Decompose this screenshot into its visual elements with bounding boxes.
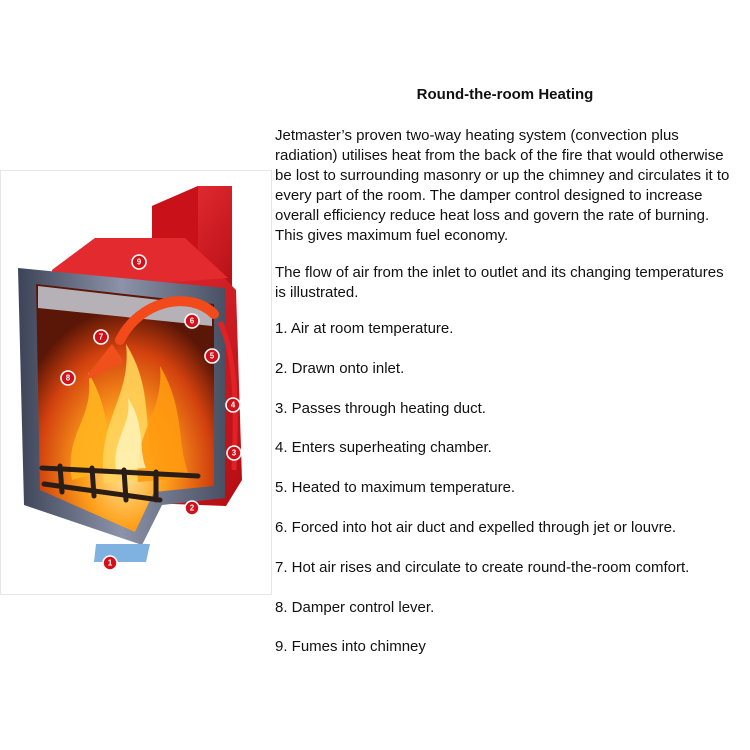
marker-3 xyxy=(227,446,241,460)
air-flow-paragraph: The flow of air from the inlet to outlet and its changing temperatures is illustrated. xyxy=(275,264,724,301)
svg-text:7: 7 xyxy=(98,332,104,342)
air-inlet-duct xyxy=(94,544,150,562)
list-item: 4. Enters superheating chamber. xyxy=(275,439,492,457)
svg-text:3: 3 xyxy=(231,448,237,458)
heating-steps-list xyxy=(275,320,745,678)
list-item: 3. Passes through heating duct. xyxy=(275,399,486,417)
svg-text:1: 1 xyxy=(107,558,113,568)
section-heading: Round-the-room Heating xyxy=(416,86,594,103)
marker-5 xyxy=(205,349,219,363)
svg-text:6: 6 xyxy=(189,316,195,326)
list-item: 2. Drawn onto inlet. xyxy=(275,359,405,377)
list-item: 7. Hot air rises and circulate to create round-the-room comfort. xyxy=(275,558,690,576)
list-item: 1. Air at room temperature. xyxy=(275,320,454,337)
svg-text:9: 9 xyxy=(136,257,142,267)
svg-text:5: 5 xyxy=(209,351,215,361)
list-item: 9. Fumes into chimney xyxy=(275,638,426,656)
marker-1 xyxy=(103,556,117,570)
intro-paragraph: Jetmaster’s proven two-way heating system (convection plus radiation) utilises heat from the back of the fire that would otherwise be lost to surrounding masonry or up the chimney and circulates it to every part of the room. The damper control designed to increase overall efficiency reduce heat loss and govern the rate of burning. This gives maximum fuel economy. xyxy=(275,127,730,244)
marker-4 xyxy=(226,398,240,412)
marker-7 xyxy=(94,330,108,344)
marker-9 xyxy=(132,255,146,269)
fireplace-cutaway-illustration xyxy=(0,170,272,595)
list-item: 8. Damper control lever. xyxy=(275,598,435,616)
marker-8 xyxy=(61,371,75,385)
marker-2 xyxy=(185,501,199,515)
svg-text:2: 2 xyxy=(189,503,195,513)
svg-text:8: 8 xyxy=(65,373,71,383)
list-item: 5. Heated to maximum temperature. xyxy=(275,479,516,497)
list-item: 6. Forced into hot air duct and expelled through jet or louvre. xyxy=(275,518,677,536)
svg-text:4: 4 xyxy=(230,400,236,410)
marker-6 xyxy=(185,314,199,328)
